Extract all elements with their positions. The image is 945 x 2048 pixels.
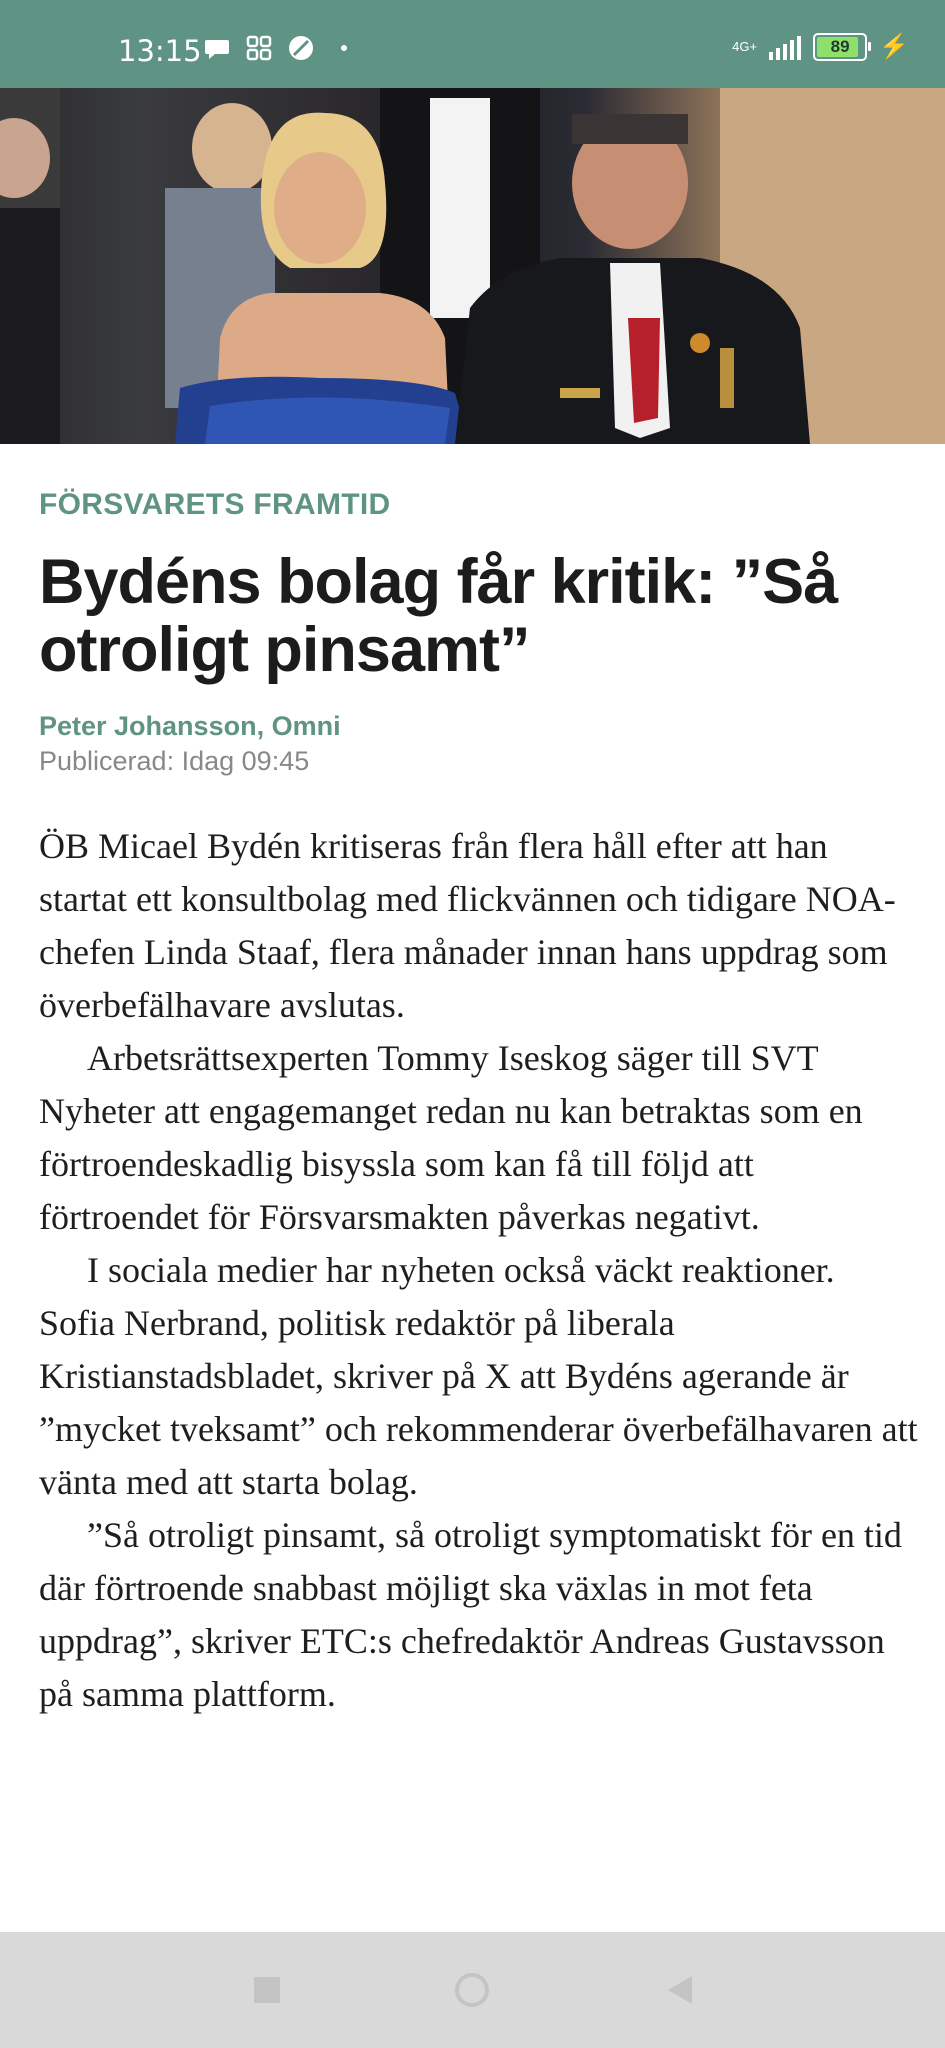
article-paragraph: Arbetsrättsexperten Tommy Iseskog säger till SVT Nyheter att engagemanget redan nu kan betraktas som en förtroendeskadlig bisyssla som kan få till följd att förtroendet för Försvarsmakten påverkas negativt. [39, 1038, 863, 1237]
status-time: 13:15 [118, 34, 202, 68]
article-kicker: FÖRSVARETS FRAMTID [39, 488, 391, 521]
charging-icon: ⚡ [879, 33, 909, 60]
article-author[interactable]: Peter Johansson, Omni [39, 711, 341, 741]
grid-icon [245, 34, 273, 62]
more-notifications-dot [341, 45, 347, 51]
navigation-bar [0, 1932, 945, 2048]
published-time: Idag 09:45 [181, 746, 310, 776]
article-headline: Bydéns bolag får kritik: ”Så otroligt pinsamt” [39, 547, 838, 685]
recents-button[interactable] [247, 1970, 287, 2010]
published-label: Publicerad: [39, 746, 175, 776]
hero-photo-illustration [0, 88, 945, 444]
battery-percent: 89 [830, 36, 850, 56]
home-button[interactable] [452, 1970, 492, 2010]
hero-image [0, 88, 945, 444]
notification-icons [203, 34, 347, 62]
article-paragraph: I sociala medier har nyheten också väckt reaktioner. Sofia Nerbrand, politisk redaktör på liberala Kristianstadsbladet, skriver på X att Bydéns agerande är ”mycket tveksamt” och rekommenderar överbefälhavaren att vänta med att starta bolag. [39, 1250, 918, 1502]
signal-icon [769, 34, 801, 60]
square-icon [254, 1977, 280, 2003]
article-paragraph: ÖB Micael Bydén kritiseras från flera håll efter att han startat ett konsultbolag med flickvännen och tidigare NOA-chefen Linda Staaf, flera månader innan hans uppdrag som överbefälhavare avslutas. [39, 826, 896, 1025]
article-body [39, 820, 919, 1721]
circle-icon [455, 1973, 489, 2007]
app-icon [287, 34, 315, 62]
back-button[interactable] [662, 1970, 702, 2010]
article-paragraph: ”Så otroligt pinsamt, så otroligt symptomatiskt för en tid där förtroende snabbast möjligt ska växlas in mot feta uppdrag”, skriver ETC:s chefredaktör Andreas Gustavsson på samma plattform. [39, 1515, 902, 1714]
status-right [732, 32, 909, 61]
article-published [39, 746, 309, 777]
battery-icon [813, 33, 867, 61]
back-triangle-icon [662, 1970, 702, 2010]
network-type: 4G+ [732, 39, 758, 54]
chat-bubble-icon [203, 34, 231, 62]
status-bar [0, 0, 945, 88]
